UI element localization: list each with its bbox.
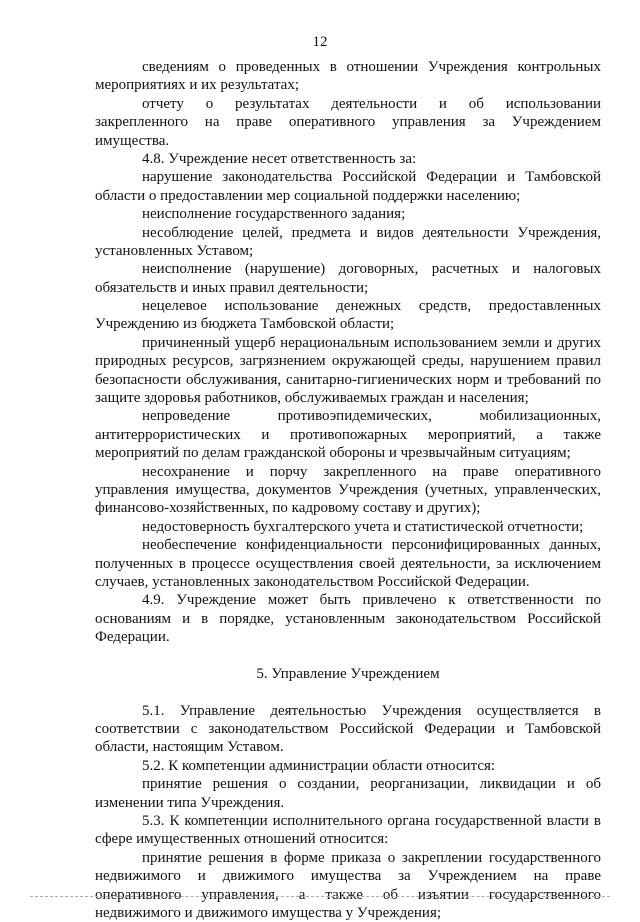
text-line: обязательств и иных правил деятельности; bbox=[95, 279, 369, 296]
text-line: антитеррористических и противопожарных мероприятий, а также bbox=[95, 426, 601, 443]
text-line: недвижимого и движимого имущества за Учреждением на праве bbox=[95, 868, 601, 885]
text-line: принятие решения в форме приказа о закреплении государственного bbox=[142, 849, 601, 866]
text-line: непроведение противоэпидемических, мобилизационных, bbox=[142, 408, 601, 425]
text-line: природных ресурсов, загрязнением окружающей среды, нарушением правил bbox=[95, 353, 601, 370]
text-line: финансово-хозяйственных, по кадровому составу и других); bbox=[95, 500, 481, 517]
text-line: недвижимого и движимого имущества у Учреждения; bbox=[95, 904, 442, 921]
section-heading: 5. Управление Учреждением bbox=[256, 665, 440, 682]
text-line: изменении типа Учреждения. bbox=[95, 794, 285, 811]
text-line: неисполнение государственного задания; bbox=[142, 206, 406, 223]
text-line: необеспечение конфиденциальности персонифицированных данных, bbox=[142, 537, 601, 554]
text-line: 4.9. Учреждение может быть привлечено к ответственности по bbox=[142, 592, 601, 609]
text-line: оперативного управления, а также об изъятии государственного bbox=[95, 886, 601, 903]
text-line: мероприятий по делам гражданской обороны и чрезвычайным ситуациям; bbox=[95, 445, 571, 462]
text-line: сведениям о проведенных в отношении Учреждения контрольных bbox=[142, 59, 601, 75]
text-line: защите здоровья работников, обслуживаемых граждан и населения; bbox=[95, 390, 529, 407]
text-line: мероприятиях и их результатах; bbox=[95, 77, 300, 94]
text-line: недостоверность бухгалтерского учета и статистической отчетности; bbox=[142, 518, 584, 535]
page-bottom-edge bbox=[30, 896, 610, 897]
page-number: 12 bbox=[312, 34, 328, 50]
text-line: основаниям и в порядке, установленным законодательством Российской bbox=[95, 610, 601, 627]
text-line: безопасности обслуживания, санитарно-гигиенических норм и требований по bbox=[95, 371, 601, 388]
text-line: 5.2. К компетенции администрации области относится: bbox=[142, 757, 496, 774]
text-line: 5.3. К компетенции исполнительного органа государственной власти в bbox=[142, 813, 601, 830]
text-line: случаев, установленных законодательством Российской Федерации. bbox=[95, 573, 530, 590]
text-line: принятие решения о создании, реорганизации, ликвидации и об bbox=[142, 776, 601, 793]
text-line: неисполнение (нарушение) договорных, расчетных и налоговых bbox=[142, 261, 601, 278]
text-line: Учреждению из бюджета Тамбовской области; bbox=[95, 316, 395, 333]
text-line: области, настоящим Уставом. bbox=[95, 739, 284, 756]
text-line: управления имущества, документов Учреждения (учетных, управленческих, bbox=[95, 481, 601, 498]
text-line: области о предоставлении мер социальной поддержки населению; bbox=[95, 187, 521, 204]
text-line: отчету о результатах деятельности и об использовании bbox=[142, 95, 601, 112]
text-line: причиненный ущерб нерациональным использованием земли и других bbox=[142, 334, 601, 351]
text-line: нецелевое использование денежных средств, предоставленных bbox=[142, 298, 601, 315]
text-line: 5.1. Управление деятельностью Учреждения осуществляется в bbox=[142, 702, 601, 719]
text-line: сфере имущественных отношений относится: bbox=[95, 831, 389, 848]
text-line: 4.8. Учреждение несет ответственность за: bbox=[142, 150, 417, 167]
text-line: несохранение и порчу закрепленного на праве оперативного bbox=[142, 463, 601, 480]
text-line: установленных Уставом; bbox=[95, 242, 254, 259]
text-line: нарушение законодательства Российской Федерации и Тамбовской bbox=[142, 169, 601, 186]
document-body bbox=[95, 58, 601, 922]
text-line: несоблюдение целей, предмета и видов деятельности Учреждения, bbox=[142, 224, 601, 241]
text-line: полученных в процессе осуществления своей деятельности, за исключением bbox=[95, 555, 601, 572]
text-line: соответствии с законодательством Российской Федерации и Тамбовской bbox=[95, 721, 601, 738]
text-line: имущества. bbox=[95, 132, 170, 149]
text-line: закрепленного на праве оперативного управления за Учреждением bbox=[95, 114, 601, 131]
text-line: Федерации. bbox=[95, 629, 170, 646]
